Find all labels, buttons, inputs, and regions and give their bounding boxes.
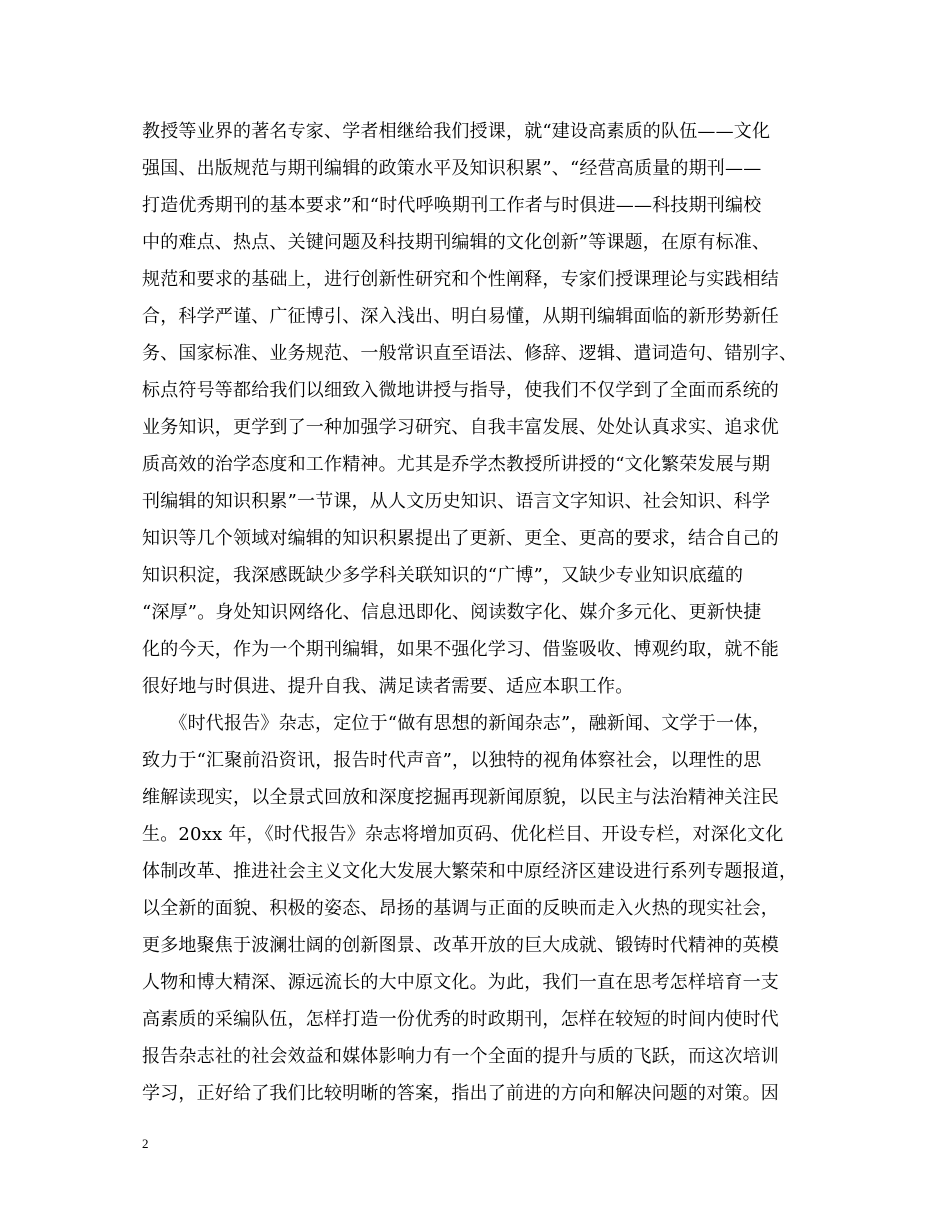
text-line: 标点符号等都给我们以细致入微地讲授与指导，使我们不仅学到了全面而系统的 bbox=[142, 380, 779, 401]
text-line: 强国、出版规范与期刊编辑的政策水平及知识积累”、“经营高质量的期刊—— bbox=[142, 158, 762, 179]
text-line: 更多地聚焦于波澜壮阔的创新图景、改革开放的巨大成就、锻铸时代精神的英模 bbox=[142, 935, 779, 956]
text-line: 务、国家标准、业务规范、一般常识直至语法、修辞、逻辑、遣词造句、错别字、 bbox=[142, 343, 798, 364]
text-line: 知识积淀，我深感既缺少多学科关联知识的“广博”，又缺少专业知识底蕴的 bbox=[142, 565, 744, 586]
text-line: 教授等业界的著名专家、学者相继给我们授课，就“建设高素质的队伍——文化 bbox=[142, 121, 771, 142]
text-line: 生。20xx 年，《时代报告》杂志将增加页码、优化栏目、开设专栏，对深化文化 bbox=[142, 824, 784, 845]
text-line: 很好地与时俱进、提升自我、满足读者需要、适应本职工作。 bbox=[142, 676, 634, 697]
text-line: 学习，正好给了我们比较明晰的答案，指出了前进的方向和解决问题的对策。因 bbox=[142, 1083, 779, 1104]
text-line: 规范和要求的基础上，进行创新性研究和个性阐释，专家们授课理论与实践相结 bbox=[142, 269, 779, 290]
text-line: “深厚”。身处知识网络化、信息迅即化、阅读数字化、媒介多元化、更新快捷 bbox=[142, 602, 762, 623]
text-line: 报告杂志社的社会效益和媒体影响力有一个全面的提升与质的飞跃，而这次培训 bbox=[142, 1046, 779, 1067]
text-line: 维解读现实，以全景式回放和深度挖掘再现新闻原貌，以民主与法治精神关注民 bbox=[142, 787, 779, 808]
text-line: 高素质的采编队伍，怎样打造一份优秀的时政期刊，怎样在较短的时间内使时代 bbox=[142, 1009, 779, 1030]
text-line: 《时代报告》杂志，定位于“做有思想的新闻杂志”，融新闻、文学于一体， bbox=[142, 713, 771, 734]
text-line: 化的今天，作为一个期刊编辑，如果不强化学习、借鉴吸收、博观约取，就不能 bbox=[142, 639, 779, 660]
text-line: 打造优秀期刊的基本要求”和“时代呼唤期刊工作者与时俱进——科技期刊编校 bbox=[142, 195, 762, 216]
text-line: 合，科学严谨、广征博引、深入浅出、明白易懂，从期刊编辑面临的新形势新任 bbox=[142, 306, 779, 327]
text-line: 中的难点、热点、关键问题及科技期刊编辑的文化创新”等课题，在原有标准、 bbox=[142, 232, 771, 253]
text-line: 致力于“汇聚前沿资讯，报告时代声音”，以独特的视角体察社会，以理性的思 bbox=[142, 750, 762, 771]
text-line: 体制改革、推进社会主义文化大发展大繁荣和中原经济区建设进行系列专题报道， bbox=[142, 861, 798, 882]
text-line: 业务知识，更学到了一种加强学习研究、自我丰富发展、处处认真求实、追求优 bbox=[142, 417, 779, 438]
text-line: 刊编辑的知识积累”一节课，从人文历史知识、语言文字知识、社会知识、科学 bbox=[142, 491, 771, 512]
text-line: 人物和博大精深、源远流长的大中原文化。为此，我们一直在思考怎样培育一支 bbox=[142, 972, 779, 993]
text-line: 知识等几个领域对编辑的知识积累提出了更新、更全、更高的要求，结合自己的 bbox=[142, 528, 779, 549]
page-number: 2 bbox=[142, 1136, 149, 1151]
text-line: 质高效的治学态度和工作精神。尤其是乔学杰教授所讲授的“文化繁荣发展与期 bbox=[142, 454, 771, 475]
text-line: 以全新的面貌、积极的姿态、昂扬的基调与正面的反映而走入火热的现实社会， bbox=[142, 898, 779, 919]
